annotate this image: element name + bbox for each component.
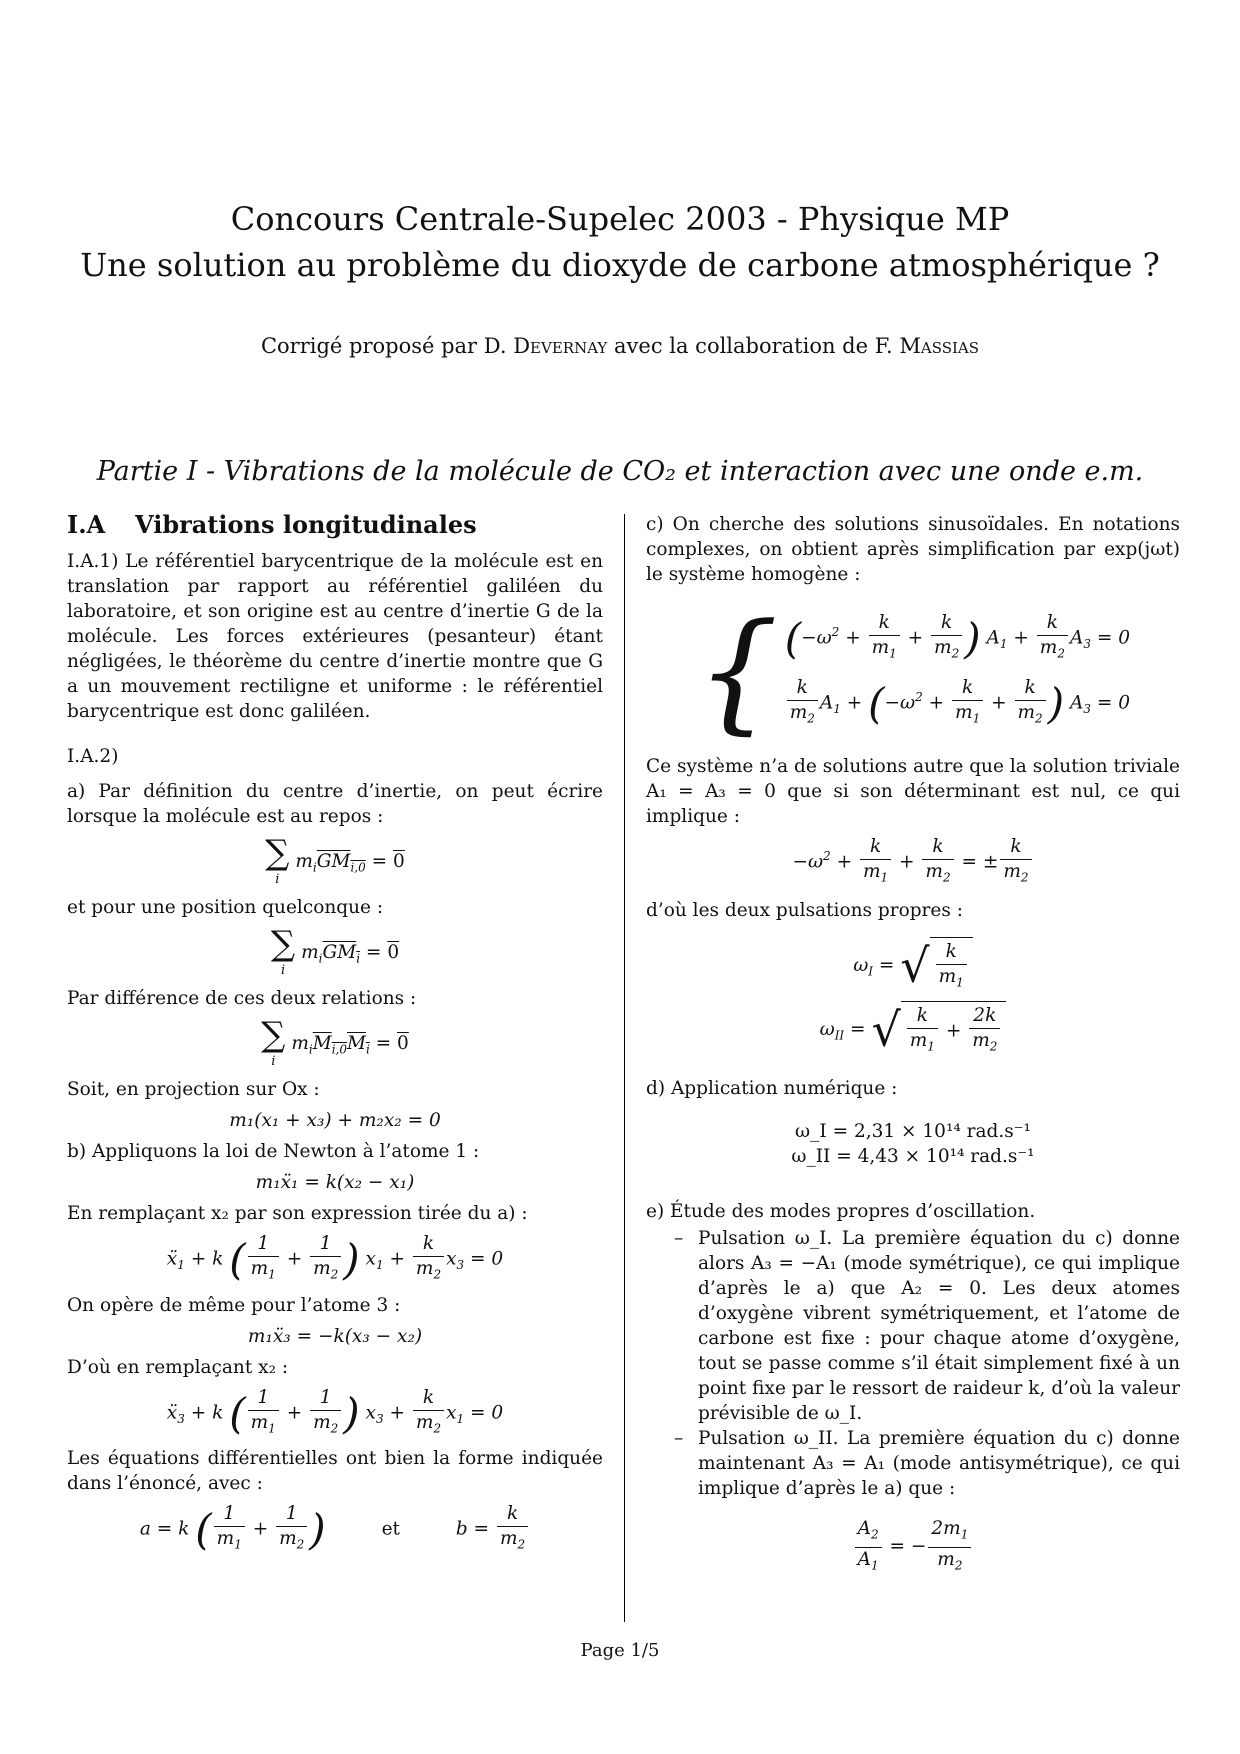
value-omega-II: ω_II = 4,43 × 10¹⁴ rad.s⁻¹ <box>791 1146 1035 1168</box>
paragraph-projection: Soit, en projection sur Ox : <box>67 1079 320 1100</box>
paragraph-c: c) On cherche des solutions sinusoïdales. En notations complexes, on obtient après simplification par exp(jωt) le système homogène : <box>646 514 1180 585</box>
paragraph-determinant: Ce système n’a de solutions autre que la solution triviale A₁ = A₃ = 0 que si son déterminant est nul, ce qui implique : <box>646 756 1180 828</box>
equation-omega-I: $\omega_I$ = √ $\frac{k}{m_1}$ <box>646 937 1180 995</box>
paragraph-difference: Par différence de ces deux relations : <box>67 988 417 1009</box>
paragraph-ia1: I.A.1) Le référentiel barycentrique de la molécule est en translation par rapport au référentiel galiléen du laboratoire, et son origine est au centre d’inertie G de la molécule. Les forces extérieures (pesanteur) étant négligées, le théorème du centre d’inertie montre que G a un mouvement rectiligne et uniforme : le référentiel barycentrique est donc galiléen. <box>67 551 603 722</box>
column-divider <box>624 514 625 1622</box>
title-line-1: Concours Centrale-Supelec 2003 - Physique MP <box>230 200 1010 238</box>
equation-a-b: a = k ( $\frac{1}{m_1}$ + $\frac{1}{m_2}$ ) et b = $\frac{k}{m_2}$ <box>67 1502 603 1557</box>
heading-ia2: I.A.2) <box>67 746 119 767</box>
paragraph-a: a) Par définition du centre d’inertie, on peut écrire lorsque la molécule est au repos : <box>67 781 603 827</box>
equation-newton-3: m₁ẍ₃ = −k(x₃ − x₂) <box>247 1325 423 1347</box>
equation-determinant: $-\omega^2$ + $\frac{k}{m_1}$ + $\frac{k}{m_2}$ = ± $\frac{k}{m_2}$ <box>646 835 1180 890</box>
equation-difference: ∑ i $m_iM_{i,0}M_i = 0$ <box>261 1015 409 1069</box>
left-column <box>67 512 603 1563</box>
equation-omega-II: $\omega_{II}$ = √ $\frac{k}{m_1}$ + $\frac{2k}{m_2}$ <box>646 1001 1180 1059</box>
right-column <box>646 512 1180 1584</box>
coauthor-name: Massias <box>899 334 980 358</box>
value-omega-I: ω_I = 2,31 × 10¹⁴ rad.s⁻¹ <box>795 1121 1031 1143</box>
list-item: – Pulsation ω_I. La première équation du c) donne alors A₃ = −A₁ (mode symétrique), ce qui implique d’après le a) que A₂ = 0. Les deux atomes d’oxygène vibrent symétriquement, et l’atome de carbone est fixe : pour chaque atome d’oxygène, tout se passe comme s’il était simplement fixé à un point fixe par le ressort de raideur k, d’où la valeur prévisible de ω_I. <box>698 1226 1180 1426</box>
paragraph-b: b) Appliquons la loi de Newton à l’atome 1 : <box>67 1141 480 1162</box>
equation-rest: ∑ i $m_iGM_{i,0} = 0$ <box>265 833 405 887</box>
paragraph-conclusion: Les équations différentielles ont bien la forme indiquée dans l’énoncé, avec : <box>67 1448 603 1495</box>
paragraph-dou: D’où en remplaçant x₂ : <box>67 1356 289 1378</box>
paragraph-same: On opère de même pour l’atome 3 : <box>67 1294 401 1316</box>
section-heading: I.A Vibrations longitudinales <box>67 510 477 539</box>
list-item: – Pulsation ω_II. La première équation du c) donne maintenant A₃ = A₁ (mode antisymétrique), ce qui implique d’après le a) que : <box>698 1426 1180 1501</box>
equation-ratio: $\frac{A_2}{A_1}$ = − $\frac{2m_1}{m_2}$ <box>646 1517 1180 1577</box>
equation-position: ∑ i $m_iGM_i = 0$ <box>270 924 400 978</box>
equation-newton-1: m₁ẍ₁ = k(x₂ − x₁) <box>255 1172 415 1193</box>
page-number: Page 1/5 <box>580 1640 660 1661</box>
modes-list <box>646 1226 1180 1501</box>
authors-line: Corrigé proposé par D. Devernay avec la collaboration de F. Massias <box>260 334 980 358</box>
part-title: Partie I - Vibrations de la molécule de CO₂ et interaction avec une onde e.m. <box>96 456 1144 487</box>
title-line-2: Une solution au problème du dioxyde de carbone atmosphérique ? <box>80 246 1160 284</box>
paragraph-position: et pour une position quelconque : <box>67 897 384 918</box>
equation-projection: m₁(x₁ + x₃) + m₂x₂ = 0 <box>229 1110 441 1131</box>
author-name: Devernay <box>513 334 608 358</box>
equation-diff-3: ẍ$_3$ + k ( $\frac{1}{m_1}$ + $\frac{1}{m_2}$ ) $x_3$ + $\frac{k}{m_2}$ $x_1 = 0$ <box>166 1386 504 1438</box>
equation-system: { ($-\omega^2$ + $\frac{k}{m_1}$ + $\frac{k}{m_2}$ ) $A_1$ + $\frac{k}{m_2}$ $A_3 = 0$ $\frac{k}{m_2}$ $A_1 + (-\omega^2$ + $\frac{k}{m_1}$ + $\frac{k}{m_2}$ ) $A_3 = 0$ <box>695 594 1131 747</box>
paragraph-d: d) Application numérique : <box>646 1078 898 1100</box>
equation-diff-1: ẍ$_1$ + k ( $\frac{1}{m_1}$ + $\frac{1}{m_2}$ ) $x_1$ + $\frac{k}{m_2}$ $x_3 = 0$ <box>166 1233 504 1284</box>
paragraph-pulsations: d’où les deux pulsations propres : <box>646 900 963 922</box>
paragraph-e: e) Étude des modes propres d’oscillation. <box>646 1201 1036 1223</box>
document-title <box>0 196 1240 288</box>
paragraph-replace: En remplaçant x₂ par son expression tirée du a) : <box>67 1203 528 1224</box>
